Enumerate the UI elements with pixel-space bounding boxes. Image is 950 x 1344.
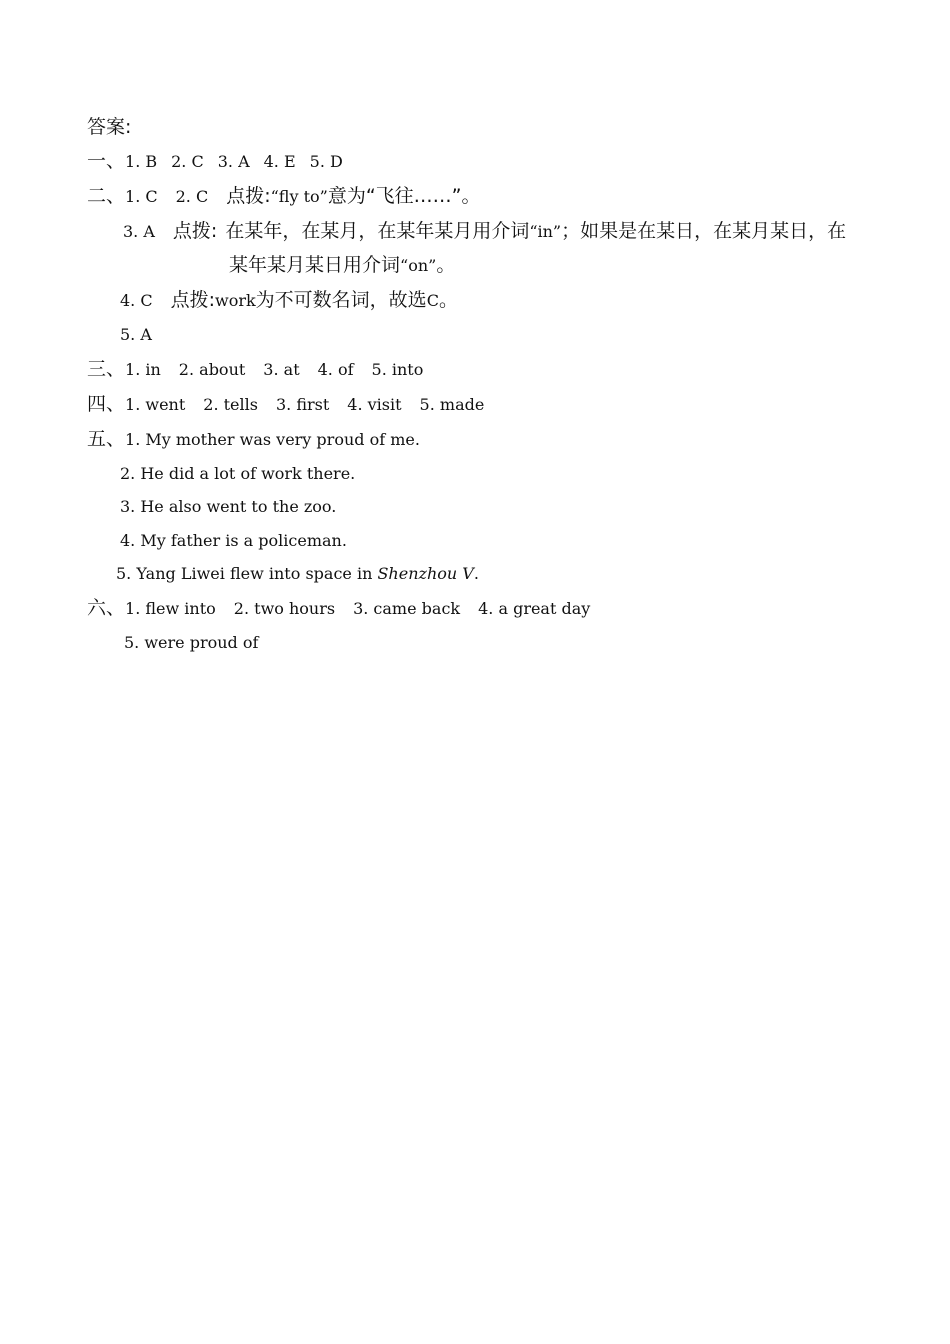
section-4-item-2: 2. tells xyxy=(203,395,258,414)
section-2-note-4-end: 。 xyxy=(438,289,458,311)
section-2-note-3-label: 点拨: xyxy=(172,220,218,242)
section-3-item-2: 2. about xyxy=(178,360,246,379)
section-4-item-3: 3. first xyxy=(275,395,330,414)
section-1-item-2: 2. C xyxy=(171,152,204,171)
section-2-item-3: 3. A xyxy=(123,222,155,241)
section-4-item-5: 5. made xyxy=(419,395,485,414)
section-6-row-1 xyxy=(87,597,590,620)
section-5-item-5-title: Shenzhou V xyxy=(377,564,474,583)
section-2-note-3-in: “in” xyxy=(529,222,562,241)
section-4 xyxy=(87,393,484,416)
section-6-item-5: 5. were proud of xyxy=(124,633,259,652)
section-1-label: 一、 xyxy=(87,150,126,172)
section-3-item-5: 5. into xyxy=(371,360,424,379)
section-2-item-5: 5. A xyxy=(120,325,152,344)
section-2-row-4 xyxy=(120,289,458,312)
section-5-item-5-prefix: 5. Yang Liwei flew into space in xyxy=(116,564,378,583)
answer-heading: 答案: xyxy=(87,116,132,138)
section-2-row-5 xyxy=(120,324,152,346)
section-2-note-4-word: work xyxy=(215,291,256,310)
section-3-label: 三、 xyxy=(87,358,126,380)
section-6-item-1: 1. flew into xyxy=(125,599,216,618)
section-5-label: 五、 xyxy=(87,428,126,450)
section-5-item-3: 3. He also went to the zoo. xyxy=(120,497,337,516)
section-5-item-5-suffix: . xyxy=(473,564,479,583)
section-2-note-3-text-c: 某年某月某日用介词 xyxy=(229,254,401,276)
section-2-item-1: 1. C xyxy=(125,187,158,206)
section-4-item-1: 1. went xyxy=(125,395,186,414)
section-3-item-1: 1. in xyxy=(125,360,161,379)
section-2-note-4-choice: C xyxy=(426,291,439,310)
section-3-item-3: 3. at xyxy=(263,360,300,379)
section-1-item-1: 1. B xyxy=(125,152,158,171)
section-3-item-4: 4. of xyxy=(317,360,354,379)
section-1-item-3: 3. A xyxy=(217,152,250,171)
section-1-item-5: 5. D xyxy=(309,152,343,171)
section-2-note-2-label: 点拨: xyxy=(226,185,271,207)
section-2-note-3-text-d: 。 xyxy=(436,254,456,276)
section-6-item-2: 2. two hours xyxy=(233,599,336,618)
section-2-note-4-label: 点拨: xyxy=(170,289,215,311)
section-2-row-1 xyxy=(87,185,481,208)
section-2-item-2: 2. C xyxy=(175,187,209,206)
section-3 xyxy=(87,358,423,381)
section-2-item-4: 4. C xyxy=(120,291,153,310)
section-2-row-3 xyxy=(123,220,846,243)
section-1-item-4: 4. E xyxy=(263,152,296,171)
section-6-item-4: 4. a great day xyxy=(478,599,591,618)
section-5-item-1: 1. My mother was very proud of me. xyxy=(125,430,420,449)
section-5-item-4: 4. My father is a policeman. xyxy=(120,531,347,550)
section-5-item-2: 2. He did a lot of work there. xyxy=(120,464,356,483)
section-2-note-2-phrase: “fly to” xyxy=(270,187,328,206)
section-2-note-3-text-a: 在某年，在某月，在某年某月用介词 xyxy=(225,220,530,242)
section-5-row-1 xyxy=(87,428,420,451)
section-5-row-5 xyxy=(116,563,479,585)
section-2-note-2-text: 意为“飞往……”。 xyxy=(327,185,481,207)
section-6-item-3: 3. came back xyxy=(353,599,461,618)
section-4-label: 四、 xyxy=(87,393,126,415)
section-2-note-3-on: “on” xyxy=(400,256,437,275)
section-1 xyxy=(87,150,343,173)
section-2-note-4-text: 为不可数名词，故选 xyxy=(255,289,427,311)
section-2-note-3-text-b: ；如果是在某日，在某月某日，在 xyxy=(561,220,847,242)
section-2-label: 二、 xyxy=(87,185,126,207)
section-6-label: 六、 xyxy=(87,597,126,619)
section-2-row-3-continued xyxy=(229,254,455,277)
section-4-item-4: 4. visit xyxy=(347,395,402,414)
